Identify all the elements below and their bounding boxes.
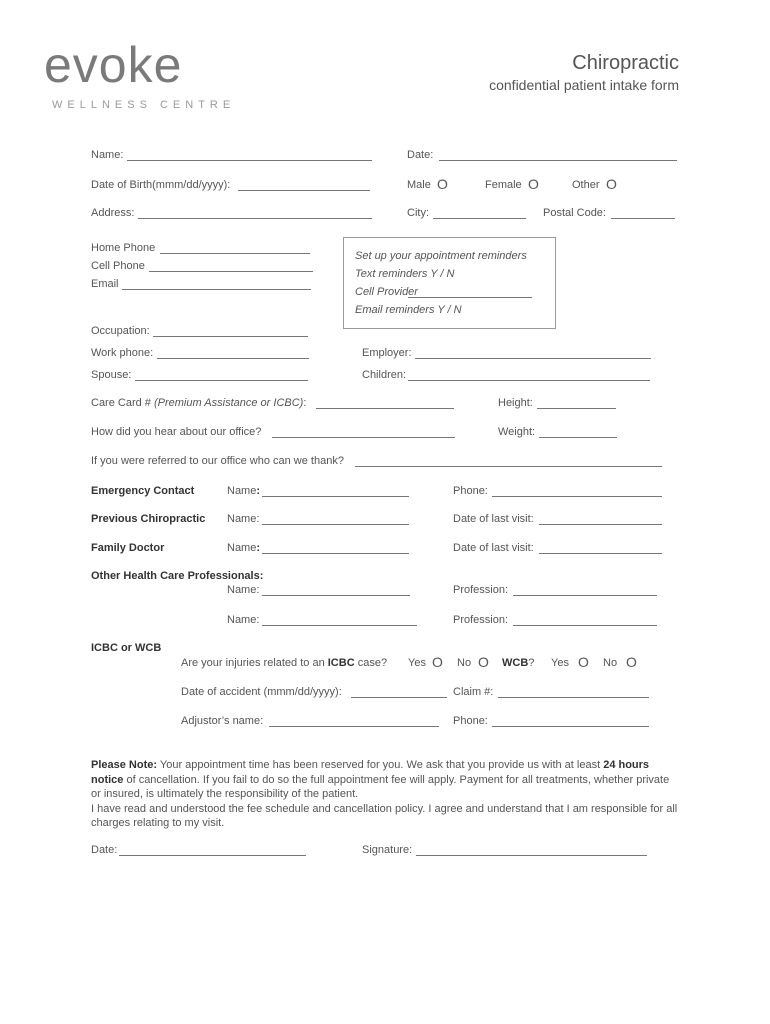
icbc-question-prefix: Are your injuries related to an (181, 657, 325, 669)
female-label: Female (485, 179, 522, 191)
accident-date-field[interactable] (351, 697, 447, 698)
male-label: Male (407, 179, 431, 191)
dob-label: Date of Birth(mmm/dd/yyyy): (91, 179, 231, 191)
icbc-no-label: No (457, 657, 472, 669)
note-hours: 24 hours notice (91, 759, 650, 786)
hcp1-name-field[interactable] (262, 595, 410, 596)
occupation-field[interactable] (153, 336, 308, 337)
name-label: Name: (91, 149, 124, 161)
reminders-title: Set up your appointment reminders (355, 250, 527, 262)
hcp1-profession-label: Profession: (453, 584, 509, 596)
note-text-1: Your appointment time has been reserved for you. We ask that you provide us with at least (157, 759, 604, 771)
height-field[interactable] (537, 408, 616, 409)
family-name-label (227, 543, 260, 554)
wcb-no-label: No (603, 657, 618, 669)
icbc-case: case? (357, 657, 388, 669)
postal-label: Postal Code: (543, 207, 606, 219)
weight-field[interactable] (539, 437, 617, 438)
female-radio[interactable]: O (528, 176, 539, 192)
care-card-colon: : (303, 397, 307, 409)
claim-label: Claim #: (453, 686, 494, 698)
wcb-qmark: ? (528, 657, 535, 669)
hcp2-profession-field[interactable] (513, 625, 657, 626)
icbc-yes-radio[interactable]: O (432, 654, 443, 670)
emergency-phone-field[interactable] (492, 496, 662, 497)
adjustor-phone-field[interactable] (492, 726, 649, 727)
spouse-field[interactable] (135, 380, 308, 381)
adjustor-field[interactable] (269, 726, 439, 727)
wcb-yes-radio[interactable]: O (578, 654, 589, 670)
adjustor-label: Adjustor’s name: (181, 715, 264, 727)
emergency-name-text: Name (227, 485, 257, 497)
family-name-colon: : (256, 542, 261, 554)
employer-label: Employer: (362, 347, 412, 359)
previous-name-field[interactable] (262, 524, 409, 525)
note-acknowledgement: I have read and understood the fee schedule and cancellation policy. I agree and understand that I am responsible for all charges relating to my visit. (91, 802, 678, 829)
icbc-question (181, 658, 387, 669)
weight-label: Weight: (498, 426, 536, 438)
emergency-phone-label: Phone: (453, 485, 488, 497)
home-phone-field[interactable] (160, 253, 310, 254)
other-radio[interactable]: O (606, 176, 617, 192)
family-last-visit-label: Date of last visit: (453, 542, 534, 554)
hcp1-name-label: Name: (227, 584, 260, 596)
signature-field[interactable] (416, 855, 647, 856)
postal-field[interactable] (611, 218, 675, 219)
address-label: Address: (91, 207, 135, 219)
date-field[interactable] (439, 160, 677, 161)
other-label: Other (572, 179, 600, 191)
family-name-text: Name (227, 542, 257, 554)
work-phone-label: Work phone: (91, 347, 154, 359)
city-field[interactable] (433, 218, 526, 219)
icbc-wcb-heading: ICBC or WCB (91, 642, 162, 654)
dob-field[interactable] (238, 190, 370, 191)
name-field[interactable] (127, 160, 372, 161)
how-hear-label: How did you hear about our office? (91, 426, 262, 438)
sign-date-label: Date: (91, 844, 118, 856)
children-label: Children: (362, 369, 407, 381)
wcb-word: WCB (502, 657, 529, 669)
referred-field[interactable] (355, 466, 662, 467)
hcp2-name-label: Name: (227, 614, 260, 626)
previous-name-label: Name: (227, 513, 260, 525)
male-radio[interactable]: O (437, 176, 448, 192)
emergency-name-field[interactable] (262, 496, 409, 497)
family-name-field[interactable] (262, 553, 409, 554)
icbc-word: ICBC (327, 657, 355, 669)
previous-last-visit-field[interactable] (539, 524, 662, 525)
previous-chiro-heading: Previous Chiropractic (91, 513, 206, 525)
hcp2-name-field[interactable] (262, 625, 417, 626)
icbc-yes-label: Yes (408, 657, 426, 669)
previous-last-visit-label: Date of last visit: (453, 513, 534, 525)
email-label: Email (91, 278, 119, 290)
hcp2-profession-label: Profession: (453, 614, 509, 626)
cell-provider-label: Cell Provider (355, 286, 418, 298)
address-field[interactable] (138, 218, 372, 219)
care-card-label (91, 398, 306, 409)
other-hcp-heading: Other Health Care Professionals: (91, 570, 264, 582)
care-card-field[interactable] (316, 408, 454, 409)
date-label: Date: (407, 149, 434, 161)
height-label: Height: (498, 397, 533, 409)
care-card-note: (Premium Assistance or ICBC) (153, 397, 304, 409)
note-text-2: of cancellation. If you fail to do so the full appointment fee will apply. Payment for all treatments, whether private or insured, is ultimately the responsibility of the patient. (91, 773, 670, 800)
cancellation-note (91, 758, 681, 831)
claim-field[interactable] (498, 697, 649, 698)
note-label: Please Note: (91, 759, 158, 771)
work-phone-field[interactable] (157, 358, 309, 359)
accident-date-label: Date of accident (mmm/dd/yyyy): (181, 686, 342, 698)
hcp1-profession-field[interactable] (513, 595, 657, 596)
logo-brand: evoke (44, 37, 183, 93)
emergency-name-label (227, 486, 260, 497)
cell-provider-field[interactable] (408, 297, 532, 298)
form-title: Chiropractic (572, 52, 679, 74)
form-subtitle: confidential patient intake form (489, 77, 679, 93)
icbc-no-radio[interactable]: O (478, 654, 489, 670)
wcb-no-radio[interactable]: O (626, 654, 637, 670)
how-hear-field[interactable] (272, 437, 455, 438)
city-label: City: (407, 207, 429, 219)
spouse-label: Spouse: (91, 369, 132, 381)
family-last-visit-field[interactable] (539, 553, 662, 554)
reminders-box (343, 237, 556, 329)
wcb-yes-label: Yes (551, 657, 569, 669)
home-phone-label: Home Phone (91, 242, 156, 254)
emergency-name-colon: : (256, 485, 261, 497)
adjustor-phone-label: Phone: (453, 715, 488, 727)
email-reminders[interactable]: Email reminders Y / N (355, 304, 462, 316)
referred-label: If you were referred to our office who can we thank? (91, 455, 344, 467)
family-doctor-heading: Family Doctor (91, 542, 165, 554)
text-reminders[interactable]: Text reminders Y / N (355, 268, 455, 280)
sign-date-field[interactable] (119, 855, 306, 856)
signature-label: Signature: (362, 844, 413, 856)
care-card-text: Care Card # (91, 397, 151, 409)
cell-phone-field[interactable] (149, 271, 313, 272)
logo-tagline: WELLNESS CENTRE (52, 99, 236, 111)
wcb-question (502, 658, 534, 669)
emergency-contact-heading: Emergency Contact (91, 485, 195, 497)
email-field[interactable] (122, 289, 311, 290)
children-field[interactable] (408, 380, 650, 381)
cell-phone-label: Cell Phone (91, 260, 145, 272)
occupation-label: Occupation: (91, 325, 150, 337)
employer-field[interactable] (415, 358, 651, 359)
